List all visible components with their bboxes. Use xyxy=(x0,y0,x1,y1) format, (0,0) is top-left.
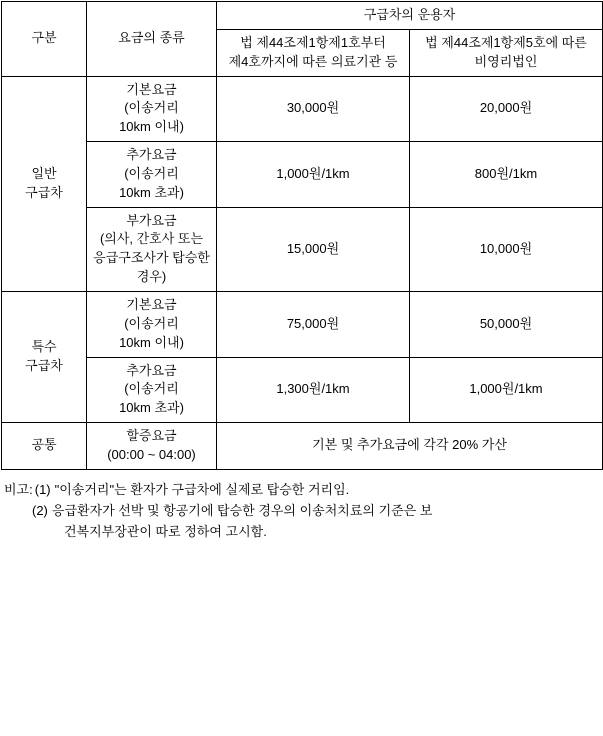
header-fee-type: 요금의 종류 xyxy=(87,2,217,77)
note-number: (1) xyxy=(34,481,51,497)
group-label-special: 특수 구급차 xyxy=(2,291,87,422)
group-label-general: 일반 구급차 xyxy=(2,76,87,291)
fee-value-operator-2: 1,000원/1km xyxy=(410,357,603,423)
fee-value-common: 기본 및 추가요금에 각각 20% 가산 xyxy=(217,423,603,470)
table-row-common xyxy=(2,423,603,470)
note-item-2-continued: 건복지부장관이 따로 정하여 고시함. xyxy=(64,523,267,539)
table-row xyxy=(2,76,603,142)
fee-type-cell: 기본요금 (이송거리 10km 이내) xyxy=(87,291,217,357)
table-row xyxy=(2,142,603,208)
fee-value-operator-2: 800원/1km xyxy=(410,142,603,208)
fee-type-cell: 기본요금 (이송거리 10km 이내) xyxy=(87,76,217,142)
note-item-2 xyxy=(4,500,599,521)
fee-type-cell-common: 할증요금 (00:00 ~ 04:00) xyxy=(87,423,217,470)
fee-value-operator-1: 15,000원 xyxy=(217,207,410,291)
fee-value-operator-2: 20,000원 xyxy=(410,76,603,142)
ambulance-fee-table xyxy=(1,1,603,470)
note-item-1 xyxy=(4,479,599,500)
header-operator-group: 구급차의 운용자 xyxy=(217,2,603,30)
table-row xyxy=(2,357,603,423)
table-row xyxy=(2,291,603,357)
fee-value-operator-2: 50,000원 xyxy=(410,291,603,357)
fee-type-cell: 부가요금 (의사, 간호사 또는 응급구조사가 탑승한 경우) xyxy=(87,207,217,291)
header-operator-1: 법 제44조제1항제1호부터 제4호까지에 따른 의료기관 등 xyxy=(217,29,410,76)
note-text: "이송거리"는 환자가 구급차에 실제로 탑승한 거리임. xyxy=(54,481,350,497)
fee-value-operator-1: 75,000원 xyxy=(217,291,410,357)
notes-label: 비고: xyxy=(4,481,33,497)
table-row xyxy=(2,207,603,291)
fee-value-operator-1: 30,000원 xyxy=(217,76,410,142)
header-division: 구분 xyxy=(2,2,87,77)
fee-value-operator-2: 10,000원 xyxy=(410,207,603,291)
fee-value-operator-1: 1,000원/1km xyxy=(217,142,410,208)
table-header-row-1 xyxy=(2,2,603,30)
note-text: 응급환자가 선박 및 항공기에 탑승한 경우의 이송처치료의 기준은 보 xyxy=(51,502,433,518)
group-label-common: 공통 xyxy=(2,423,87,470)
fee-type-cell: 추가요금 (이송거리 10km 초과) xyxy=(87,357,217,423)
fee-type-cell: 추가요금 (이송거리 10km 초과) xyxy=(87,142,217,208)
header-operator-2: 법 제44조제1항제5호에 따른 비영리법인 xyxy=(410,29,603,76)
note-number: (2) xyxy=(32,502,48,518)
fee-value-operator-1: 1,300원/1km xyxy=(217,357,410,423)
document-page xyxy=(0,1,603,736)
notes-section xyxy=(4,479,599,542)
